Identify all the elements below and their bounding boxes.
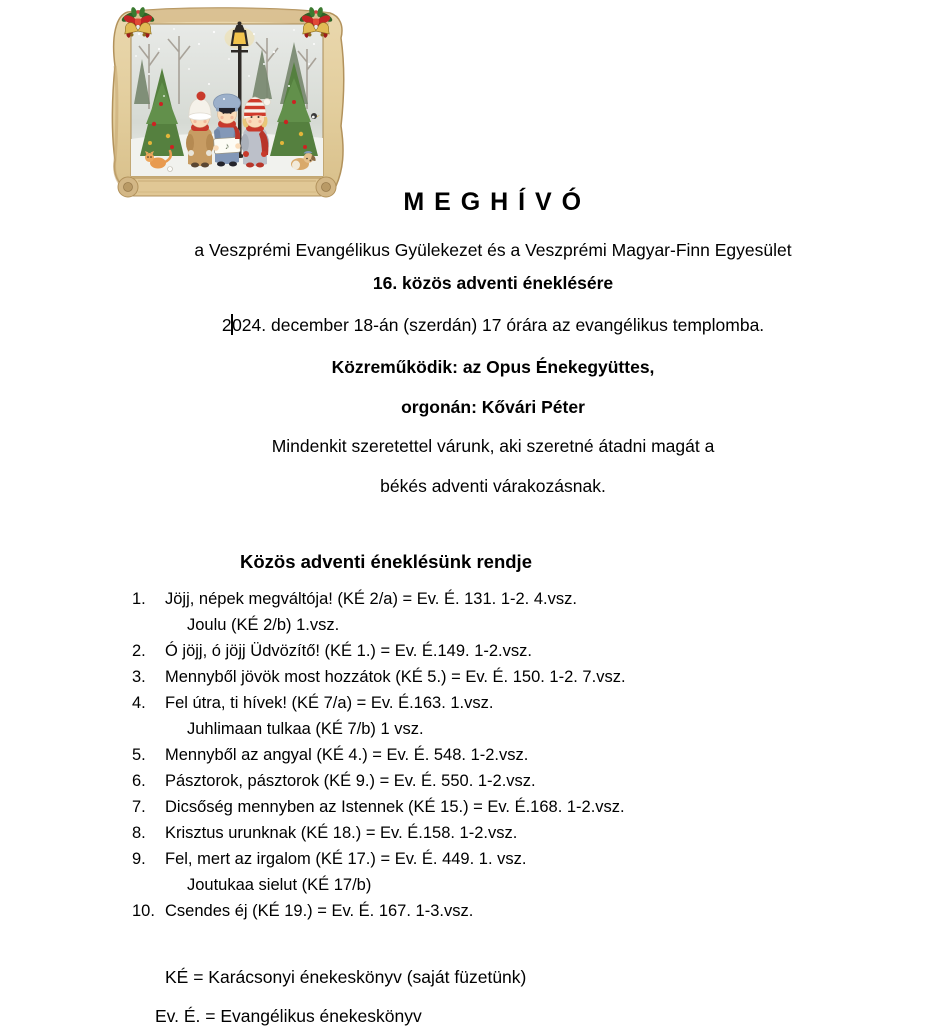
program-item-subtext: Joutukaa sielut (KÉ 17/b): [187, 876, 372, 894]
program-item-number: 3.: [132, 668, 146, 686]
program-list-item[interactable]: [132, 690, 812, 742]
program-list-item[interactable]: [132, 794, 812, 820]
program-list-item[interactable]: [132, 820, 812, 846]
performers-line[interactable]: Közreműködik: az Opus Énekegyüttes,: [331, 357, 655, 377]
program-item-number: 10.: [132, 902, 155, 920]
song-sheet-note-icon: ♪: [224, 140, 230, 152]
date-line[interactable]: [133, 314, 853, 336]
program-item-subtext: Juhlimaan tulkaa (KÉ 7/b) 1 vsz.: [187, 720, 424, 738]
event-line[interactable]: 16. közös adventi éneklésére: [372, 273, 614, 293]
program-item-number: 8.: [132, 824, 146, 842]
program-item-text: Dicsőség mennyben az Istennek (KÉ 15.) = Ev. É.168. 1-2.vsz.: [165, 798, 625, 816]
program-item-number: 5.: [132, 746, 146, 764]
document-title[interactable]: M E G H Í V Ó: [403, 188, 583, 216]
program-item-number: 1.: [132, 590, 146, 608]
program-item-number: 2.: [132, 642, 146, 660]
organizers-line[interactable]: a Veszprémi Evangélikus Gyülekezet és a Veszprémi Magyar-Finn Egyesület: [194, 240, 792, 260]
welcome-line-2[interactable]: békés adventi várakozásnak.: [380, 476, 606, 496]
program-item-text: Mennyből jövök most hozzátok (KÉ 5.) = Ev. É. 150. 1-2. 7.vsz.: [165, 668, 626, 686]
text-cursor: [231, 314, 233, 335]
program-item-subtext: Joulu (KÉ 2/b) 1.vsz.: [187, 616, 340, 634]
program-heading[interactable]: Közös adventi éneklésünk rendje: [240, 551, 532, 572]
organist-line[interactable]: orgonán: Kővári Péter: [401, 397, 585, 417]
program-item-text: Jöjj, népek megváltója! (KÉ 2/a) = Ev. É. 131. 1-2. 4.vsz.: [165, 590, 577, 608]
program-item-text: Krisztus urunknak (KÉ 18.) = Ev. É.158. 1-2.vsz.: [165, 824, 518, 842]
legend-eve[interactable]: Ev. É. = Evangélikus énekeskönyv: [155, 1006, 422, 1026]
program-item-text: Fel útra, ti hívek! (KÉ 7/a) = Ev. É.163. 1.vsz.: [165, 694, 494, 712]
program-list-item[interactable]: [132, 586, 812, 638]
program-list-item[interactable]: [132, 846, 812, 898]
welcome-line-1[interactable]: Mindenkit szeretettel várunk, aki szeretné átadni magát a: [271, 436, 715, 456]
date-line-text: 2024. december 18-án (szerdán) 17 órára az evangélikus templomba.: [221, 315, 765, 335]
program-item-text: Mennyből az angyal (KÉ 4.) = Ev. É. 548. 1-2.vsz.: [165, 746, 529, 764]
program-item-text: Ó jöjj, ó jöjj Üdvözítő! (KÉ 1.) = Ev. É.149. 1-2.vsz.: [165, 642, 532, 660]
program-item-text: Fel, mert az irgalom (KÉ 17.) = Ev. É. 449. 1. vsz.: [165, 850, 527, 868]
program-item-number: 6.: [132, 772, 146, 790]
program-list-item[interactable]: [132, 638, 812, 664]
program-list-item[interactable]: [132, 898, 812, 924]
program-item-number: 9.: [132, 850, 146, 868]
program-item-number: 7.: [132, 798, 146, 816]
invitation-block: [133, 0, 853, 520]
program-item-text: Pásztorok, pásztorok (KÉ 9.) = Ev. É. 550. 1-2.vsz.: [165, 772, 536, 790]
program-list: [132, 586, 812, 924]
program-item-number: 4.: [132, 694, 146, 712]
program-item-text: Csendes éj (KÉ 19.) = Ev. É. 167. 1-3.vsz.: [165, 902, 474, 920]
legend-ke[interactable]: KÉ = Karácsonyi énekeskönyv (saját füzetünk): [165, 967, 527, 987]
program-list-item[interactable]: [132, 742, 812, 768]
program-list-item[interactable]: [132, 768, 812, 794]
program-list-item[interactable]: [132, 664, 812, 690]
